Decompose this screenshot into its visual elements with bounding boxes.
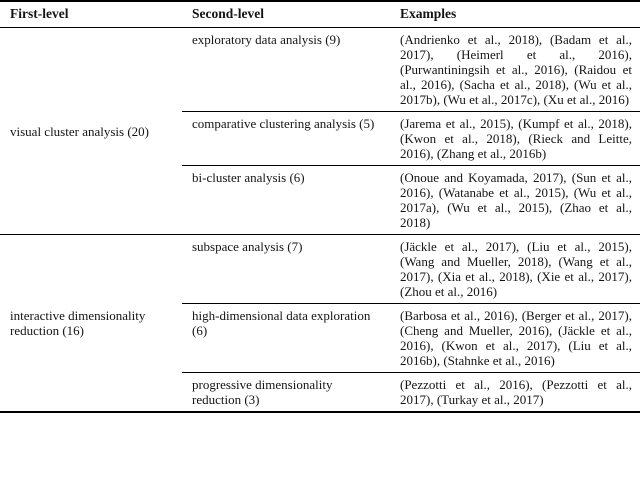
table-row bbox=[0, 28, 640, 112]
first-level-cell: interactive dimensionality reduction (16) bbox=[0, 235, 182, 413]
examples-cell: (Jäckle et al., 2017), (Liu et al., 2015), (Wang and Mueller, 2018), (Wang et al., 2017), (Xia et al., 2018), (Xie et al., 2017), (Zhou et al., 2016) bbox=[390, 235, 640, 304]
second-level-cell: exploratory data analysis (9) bbox=[192, 32, 341, 47]
first-level-cell: visual cluster analysis (20) bbox=[10, 123, 149, 139]
second-level-cell: subspace analysis (7) bbox=[182, 235, 390, 304]
examples-cell: (Jarema et al., 2015), (Kumpf et al., 2018), (Kwon et al., 2018), (Rieck and Leitte, 2016), (Zhang et al., 2016b) bbox=[390, 112, 640, 166]
second-level-cell: progressive dimensionality reduction (3) bbox=[182, 373, 390, 413]
examples-cell: (Onoue and Koyamada, 2017), (Sun et al., 2016), (Watanabe et al., 2015), (Wu et al., 2017a), (Wu et al., 2015), (Zhao et al., 2018) bbox=[390, 166, 640, 235]
examples-cell: (Pezzotti et al., 2016), (Pezzotti et al., 2017), (Turkay et al., 2017) bbox=[390, 373, 640, 413]
second-level-cell: bi-cluster analysis (6) bbox=[182, 166, 390, 235]
header-row bbox=[0, 1, 640, 28]
examples-cell: (Barbosa et al., 2016), (Berger et al., 2017), (Cheng and Mueller, 2016), (Jäckle et al., 2016), (Kwon et al., 2017), (Liu et al., 2016b), (Stahnke et al., 2016) bbox=[390, 304, 640, 373]
examples-cell: (Andrienko et al., 2018), (Badam et al., 2017), (Heimerl et al., 2016), (Purwantiningsih et al., 2016), (Raidou et al., 2016), (Sacha et al., 2018), (Wu et al., 2017b), (Wu et al., 2017c), (Xu et al., 2016) bbox=[400, 32, 632, 107]
header-first-level: First-level bbox=[0, 1, 182, 28]
second-level-cell: comparative clustering analysis (5) bbox=[182, 112, 390, 166]
table-row bbox=[0, 235, 640, 304]
header-examples: Examples bbox=[390, 1, 640, 28]
second-level-cell: high-dimensional data exploration (6) bbox=[182, 304, 390, 373]
header-second-level: Second-level bbox=[182, 1, 390, 28]
